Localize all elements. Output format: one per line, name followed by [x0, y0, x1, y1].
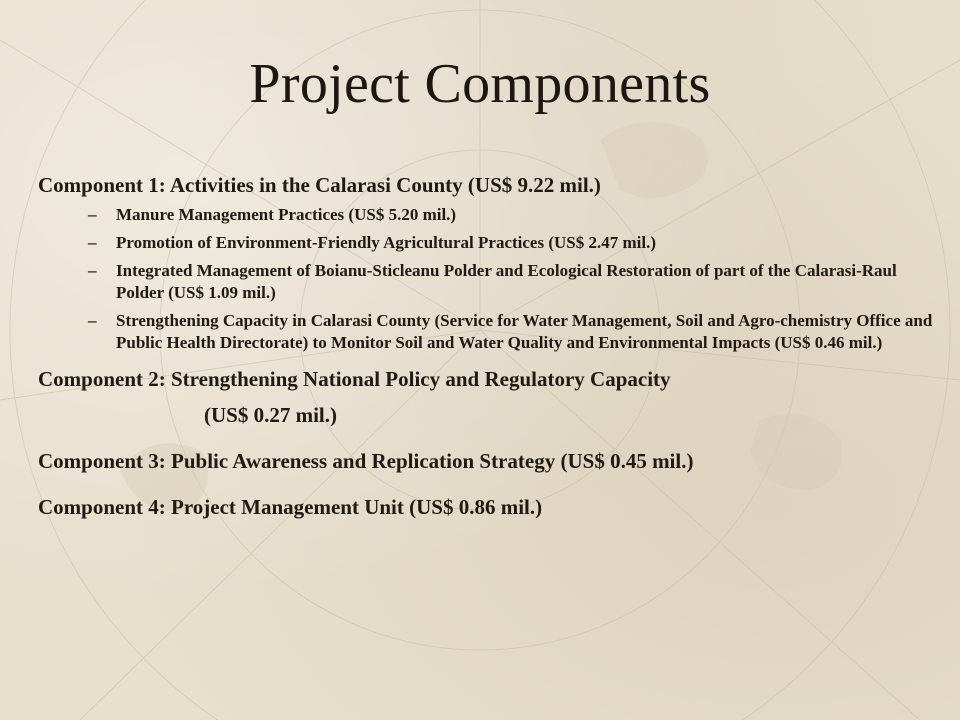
list-item: [38, 232, 938, 254]
component-3-heading: Component 3: Public Awareness and Replication Strategy (US$ 0.45 mil.): [38, 449, 694, 473]
subitem-text: Integrated Management of Boianu-Sticleanu Polder and Ecological Restoration of part of the Calarasi-Raul Polder (US$ 1.09 mil.): [116, 261, 897, 302]
dash-bullet: –: [88, 311, 97, 330]
subitem-text: Manure Management Practices (US$ 5.20 mil.): [116, 205, 457, 224]
component-4-heading: Component 4: Project Management Unit (US$ 0.86 mil.): [38, 495, 543, 519]
list-item: [38, 260, 938, 304]
dash-bullet: –: [88, 261, 97, 280]
component-2-heading: Component 2: Strengthening National Policy and Regulatory Capacity: [38, 367, 671, 391]
component-1-subitems: [38, 204, 938, 354]
list-item: [38, 204, 938, 226]
components-list: [38, 172, 938, 520]
page-title: Project Components: [249, 53, 711, 115]
dash-bullet: –: [88, 233, 97, 252]
subitem-text: Strengthening Capacity in Calarasi County (Service for Water Management, Soil and Agro-chemistry Office and Public Health Directorate) to Monitor Soil and Water Quality and Environmental Impacts (US$ 0.46 mil.): [116, 311, 933, 352]
component-2-budget: (US$ 0.27 mil.): [204, 403, 337, 427]
dash-bullet: –: [88, 205, 97, 224]
component-1-heading: Component 1: Activities in the Calarasi County (US$ 9.22 mil.): [38, 173, 601, 197]
list-item: [38, 310, 938, 354]
subitem-text: Promotion of Environment-Friendly Agricultural Practices (US$ 2.47 mil.): [116, 233, 656, 252]
